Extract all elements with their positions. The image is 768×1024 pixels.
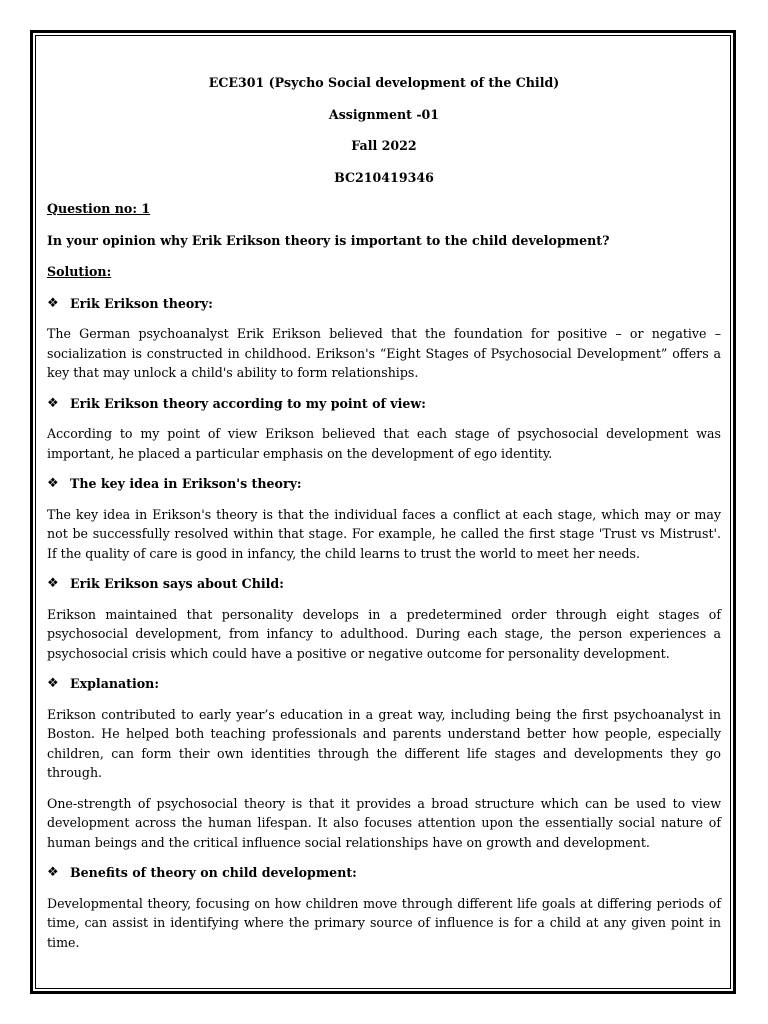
section-key-idea bbox=[47, 474, 721, 563]
question-text: In your opinion why Erik Erikson theory is important to the child development? bbox=[47, 232, 610, 248]
section-paragraph: One-strength of psychosocial theory is that it provides a broad structure which can be used to view development across the human lifespan. It also focuses attention upon the essentially social nature of human beings and the critical influence social relationships have on growth and development. bbox=[47, 795, 721, 850]
section-heading: Erik Erikson theory: bbox=[70, 295, 213, 311]
diamond-bullet-icon: ❖ bbox=[47, 295, 59, 311]
section-heading: The key idea in Erikson's theory: bbox=[70, 476, 302, 491]
section-explanation bbox=[47, 674, 721, 852]
question-label: Question no: 1 bbox=[47, 201, 151, 216]
section-paragraph: Developmental theory, focusing on how children move through different life goals at differing periods of time, can assist in identifying where the primary source of influence is for a child at any given point in time. bbox=[47, 895, 721, 950]
section-point-of-view bbox=[47, 394, 721, 464]
diamond-bullet-icon: ❖ bbox=[47, 395, 59, 411]
assignment-title: Assignment -01 bbox=[328, 106, 440, 122]
section-heading: Erik Erikson says about Child: bbox=[70, 576, 284, 591]
section-heading: Erik Erikson theory according to my point of view: bbox=[70, 395, 426, 411]
section-paragraph: The key idea in Erikson's theory is that the individual faces a conflict at each stage, which may or may not be successfully resolved within that stage. For example, he called the first stage 'Trust vs Mistrust'. If the quality of care is good in infancy, the child learns to trust the world to meet her needs. bbox=[47, 506, 721, 561]
section-paragraph: The German psychoanalyst Erik Erikson believed that the foundation for positive – or negative – socialization is constructed in childhood. Erikson's “Eight Stages of Psychosocial Development” offers a key that may unlock a child's ability to form relationships. bbox=[47, 326, 721, 380]
course-title: ECE301 (Psycho Social development of the Child) bbox=[208, 75, 560, 90]
section-heading: Benefits of theory on child development: bbox=[70, 865, 357, 880]
section-heading: Explanation: bbox=[70, 676, 159, 691]
section-erikson-theory bbox=[47, 294, 721, 383]
diamond-bullet-icon: ❖ bbox=[47, 476, 59, 491]
section-paragraph: Erikson contributed to early year’s education in a great way, including being the first psychoanalyst in Boston. He helped both teaching professionals and parents understand better how people, especially children, can form their own identities through the different life stages and developments they go through. bbox=[47, 706, 721, 780]
diamond-bullet-icon: ❖ bbox=[47, 576, 59, 591]
document-body bbox=[47, 73, 721, 963]
student-id: BC210419346 bbox=[334, 169, 434, 185]
section-paragraph: Erikson maintained that personality develops in a predetermined order through eight stages of psychosocial development, from infancy to adulthood. During each stage, the person experiences a psychosocial crisis which could have a positive or negative outcome for personality development. bbox=[47, 606, 721, 661]
diamond-bullet-icon: ❖ bbox=[47, 865, 59, 880]
diamond-bullet-icon: ❖ bbox=[47, 676, 59, 691]
section-paragraph: According to my point of view Erikson believed that each stage of psychosocial development was important, he placed a particular emphasis on the development of ego identity. bbox=[47, 426, 721, 461]
term-label: Fall 2022 bbox=[351, 138, 417, 153]
section-benefits bbox=[47, 863, 721, 952]
section-says-about-child bbox=[47, 574, 721, 663]
solution-label: Solution: bbox=[47, 264, 112, 279]
